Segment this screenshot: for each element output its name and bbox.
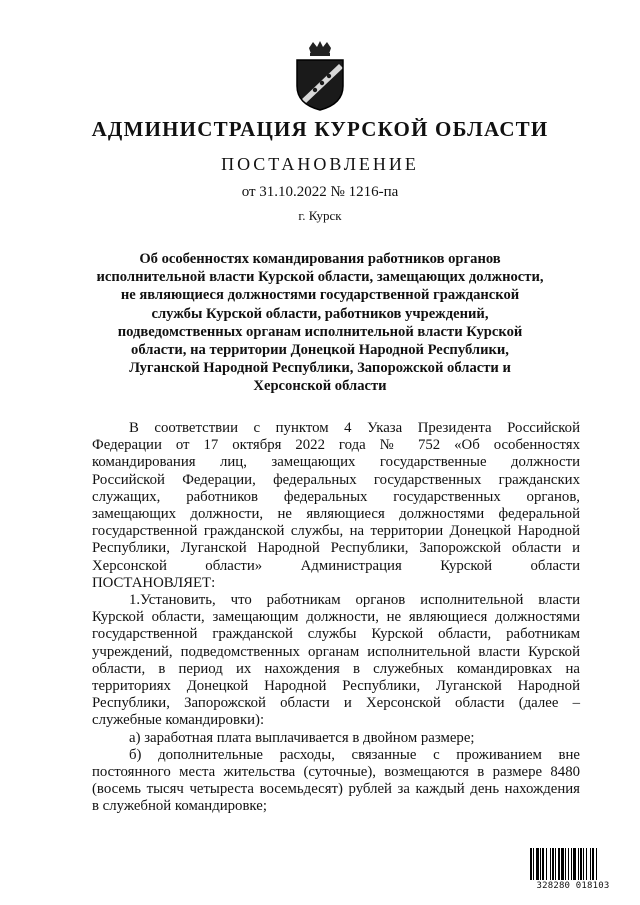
clause-1-paragraph [92, 592, 580, 730]
title-line: области, на территории Донецкой Народной Республики, [131, 342, 509, 359]
title-line: Херсонской области [253, 378, 387, 395]
text-line: Херсонской области» Администрация Курской области [92, 557, 580, 574]
title-line: службы Курской области, работников учреждений, [151, 305, 489, 322]
organization-name: АДМИНИСТРАЦИЯ КУРСКОЙ ОБЛАСТИ [91, 117, 549, 141]
document-date-number: от 31.10.2022 № 1216-па [241, 184, 399, 200]
text-line: (восемь тысяч четыреста восемьдесят) рублей за каждый день нахождения [92, 781, 580, 798]
text-line: б) дополнительные расходы, связанные с проживанием вне [129, 746, 580, 763]
clause-b-paragraph [92, 747, 580, 816]
resolve-word: ПОСТАНОВЛЯЕТ: [92, 574, 216, 591]
barcode-number: 328280 018103 [536, 881, 610, 891]
text-line: государственной гражданской службы Курской области, работникам [92, 626, 580, 643]
barcode [530, 848, 616, 892]
title-line: не являющиеся должностями государственной гражданской [120, 287, 520, 304]
text-line: командирования лиц, замещающих государственные должности [92, 454, 580, 471]
text-line: В соответствии с пунктом 4 Указа Президента Российской [129, 420, 580, 436]
text-line: Республики, Луганской Народной Республики, Запорожской области и [92, 540, 580, 557]
coat-of-arms-icon [293, 40, 347, 112]
text-line: постоянного места жительства (суточные), возмещаются в размере 8480 [92, 764, 580, 781]
text-line: служебные командировки): [92, 712, 265, 729]
barcode-icon [530, 848, 616, 880]
document-body [92, 420, 580, 816]
title-line: Луганской Народной Республики, Запорожской области и [129, 360, 511, 377]
title-line: подведомственных органам исполнительной власти Курской [117, 323, 523, 340]
text-line: Российской Федерации, федеральных государственных гражданских [92, 471, 580, 488]
text-line: Федерации от 17 октября 2022 года № 752 «Об особенностях [92, 437, 580, 454]
text-line: территориях Донецкой Народной Республики, Луганской Народной [92, 678, 580, 695]
text-line: служащих, работников федеральных государственных органов, [92, 488, 580, 505]
clause-a-paragraph [92, 730, 580, 747]
text-line: области, в период их нахождения в служебных командировках на [92, 660, 580, 677]
document-type: ПОСТАНОВЛЕНИЕ [221, 154, 419, 174]
title-line: исполнительной власти Курской области, замещающих должности, [96, 269, 544, 286]
text-line: учреждений, подведомственных органам исполнительной власти Курской [92, 643, 580, 660]
document-city: г. Курск [298, 208, 342, 223]
text-line: замещающих должности, не являющиеся должностями федеральной [92, 506, 580, 523]
text-line: государственной гражданской службы, на территории Донецкой Народной [92, 523, 580, 540]
preamble-paragraph [92, 420, 580, 592]
document-title [92, 250, 548, 396]
text-line: 1.Установить, что работникам органов исполнительной власти [129, 592, 580, 609]
text-line: Республики, Запорожской области и Херсонской области (далее – [92, 695, 580, 712]
text-line: Курской области, замещающим должности, не являющиеся должностями [92, 609, 580, 626]
text-line: а) заработная плата выплачивается в двойном размере; [129, 729, 475, 746]
title-line: Об особенностях командирования работников органов [139, 251, 501, 267]
text-line: в служебной командировке; [92, 798, 267, 815]
